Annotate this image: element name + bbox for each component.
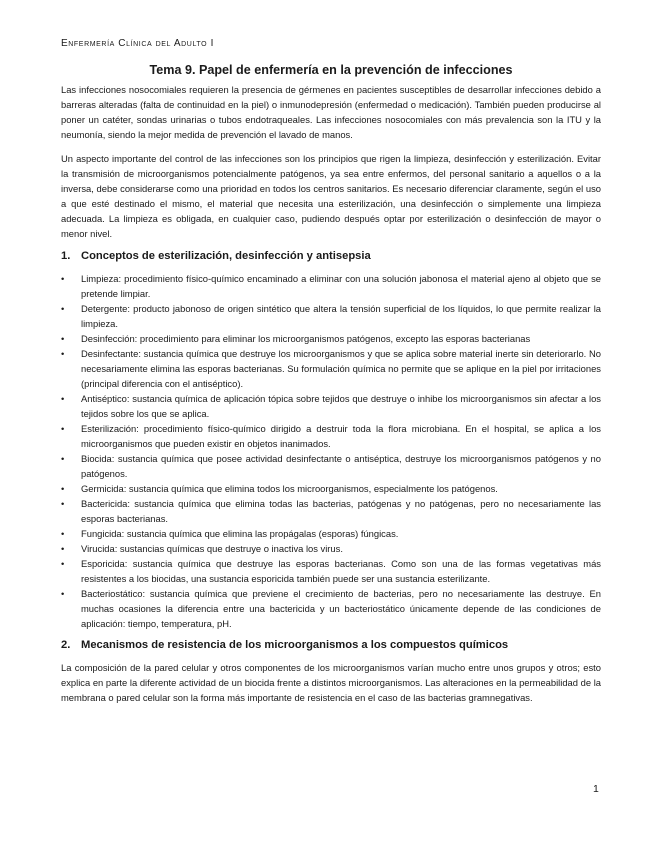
list-item-text: Germicida: sustancia química que elimina todos los microorganismos, especialmente los patógenos. [81, 483, 498, 494]
running-header: Enfermería Clínica del Adulto I [61, 38, 214, 49]
intro-paragraph-1: Las infecciones nosocomiales requieren la presencia de gérmenes en pacientes susceptibles de desarrollar infecciones debido a barreras alteradas (falta de continuidad en la piel) o inmunodepresión (enfermedad o medicación). También pueden producirse al poner un catéter, sondas urinarias o tubos endotraqueales. Las infecciones nosocomiales con más prevalencia son la ITU y la neumonía, siendo la mejor medida de prevención el lavado de manos. [61, 84, 601, 140]
list-item [61, 346, 601, 391]
intro-paragraph-2: Un aspecto importante del control de las infecciones son los principios que rigen la limpieza, desinfección y esterilización. Evitar la transmisión de microorganismos potencialmente patógenos, ya sea entre enfermos, del personal sanitario a aquellos o a la inversa, debe considerarse como una prioridad en todos los centros sanitarios. Es necesario diferenciar claramente, según el uso a que esté destinado el mismo, el material que necesita una esterilización, una desinfección o simplemente una limpieza adecuada. La limpieza es obligada, en cualquier caso, pudiendo después optar por esterilización o desinfección de mayor o menor nivel. [61, 153, 601, 239]
bullet: • [61, 393, 65, 404]
list-item-text: Bactericida: sustancia química que elimina todas las bacterias, patógenas y no patógenas, pero no necesariamente las esporas bacterianas. [81, 498, 601, 524]
section-1-heading [61, 250, 601, 262]
section-2-heading [61, 639, 601, 651]
list-item-text: Esporicida: sustancia química que destruye las esporas bacterianas. Como son una de las formas vegetativas más resistentes a los biocidas, una sustancia esporicida también puede ser una sustancia esterilizante. [81, 558, 601, 584]
bullet: • [61, 423, 65, 434]
list-item-text: Biocida: sustancia química que posee actividad desinfectante o antiséptica, destruye los microorganismos patógenos y no patógenos. [81, 453, 601, 479]
list-item-text: Fungicida: sustancia química que elimina las propágalas (esporas) fúngicas. [81, 528, 399, 539]
bullet: • [61, 483, 65, 494]
list-item-text: Detergente: producto jabonoso de origen sintético que altera la tensión superficial de los líquidos, lo que permite realizar la limpieza. [81, 303, 601, 329]
document-title: Tema 9. Papel de enfermería en la prevención de infecciones [149, 63, 513, 77]
section-1-number: 1. [61, 250, 71, 262]
list-item [61, 421, 601, 451]
list-item [61, 271, 601, 301]
list-item [61, 496, 601, 526]
list-item-text: Desinfectante: sustancia química que destruye los microorganismos y que se aplica sobre material inerte sin deteriorarlo. No necesariamente elimina las esporas bacterianas. Su formulación química no permite que se aplique en la piel por irritaciones (principal diferencia con el antiséptico). [81, 348, 601, 389]
list-item [61, 556, 601, 586]
bullet: • [61, 498, 65, 509]
section-2-paragraph: La composición de la pared celular y otros componentes de los microorganismos varían mucho entre unos grupos y otros; esto explica en parte la diferente actividad de un biocida frente a distintos microorganismos. Las alteraciones en la permeabilidad de la membrana o pared celular son la forma más importante de resistencia en el caso de las bacterias gramnegativas. [61, 662, 601, 703]
section-2-number: 2. [61, 639, 71, 651]
bullet: • [61, 333, 65, 344]
list-item [61, 451, 601, 481]
bullet: • [61, 273, 65, 284]
bullet: • [61, 303, 65, 314]
definitions-list [61, 271, 601, 631]
bullet: • [61, 558, 65, 569]
list-item [61, 541, 601, 556]
list-item-text: Limpieza: procedimiento físico-químico encaminado a eliminar con una solución jabonosa el material ajeno al objeto que se pretende limpiar. [81, 273, 601, 299]
list-item-text: Antiséptico: sustancia química de aplicación tópica sobre tejidos que destruye o inhibe los microorganismos sin afectar a los tejidos sobre los que se aplica. [81, 393, 601, 419]
section-2-title: Mecanismos de resistencia de los microorganismos a los compuestos químicos [81, 639, 509, 651]
list-item [61, 526, 601, 541]
document-page [61, 38, 601, 714]
list-item-text: Bacteriostático: sustancia química que previene el crecimiento de bacterias, pero no necesariamente las destruye. En muchas ocasiones la diferencia entre una bactericida y un bacteriostático únicamente depende de las condiciones de aplicación: tiempo, temperatura, pH. [81, 588, 601, 629]
section-1-title: Conceptos de esterilización, desinfección y antisepsia [81, 250, 371, 262]
bullet: • [61, 348, 65, 359]
bullet: • [61, 588, 65, 599]
list-item-text: Virucida: sustancias químicas que destruye o inactiva los virus. [81, 543, 343, 554]
list-item-text: Desinfección: procedimiento para eliminar los microorganismos patógenos, excepto las esporas bacterianas [81, 333, 531, 344]
bullet: • [61, 528, 65, 539]
list-item [61, 481, 601, 496]
list-item [61, 586, 601, 631]
list-item [61, 301, 601, 331]
list-item-text: Esterilización: procedimiento físico-químico dirigido a destruir toda la flora microbiana. En el hospital, se aplica a los microorganismos que pueden existir en objetos inanimados. [81, 423, 601, 449]
bullet: • [61, 543, 65, 554]
bullet: • [61, 453, 65, 464]
list-item [61, 391, 601, 421]
page-number: 1 [593, 783, 599, 795]
list-item [61, 331, 601, 346]
